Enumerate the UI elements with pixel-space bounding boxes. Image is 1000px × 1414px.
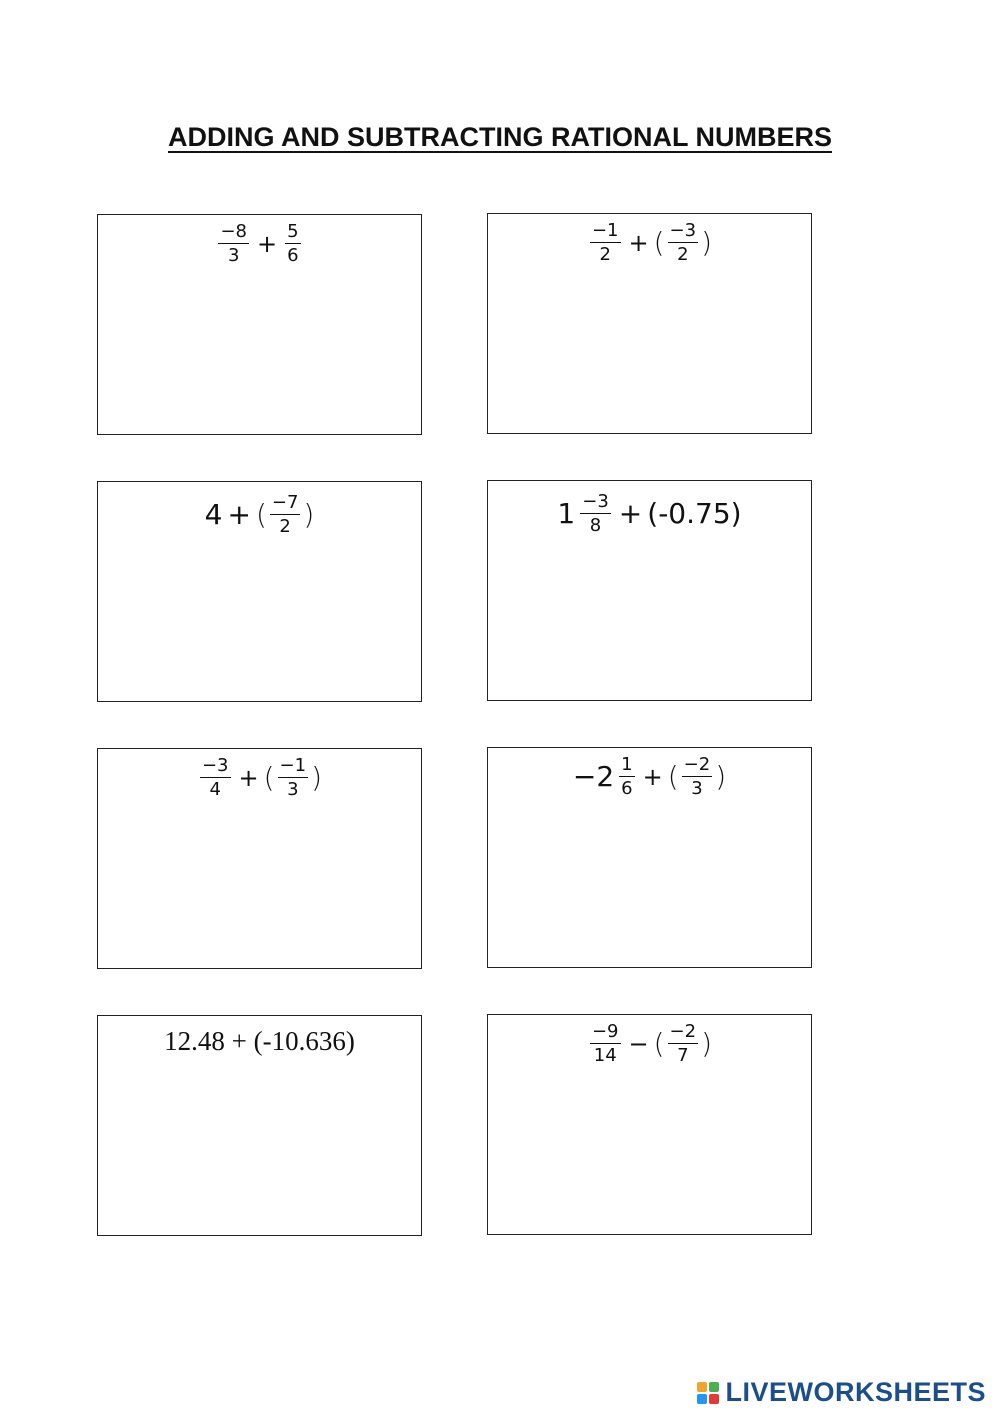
close-paren: ) [701,1027,713,1060]
problem-expression-1 [98,223,421,265]
operator: − [628,1030,649,1058]
fraction: $\frac{5}{6}$ [287,221,299,266]
close-paren: ) [715,760,727,793]
fraction: $\frac{-3}{8}$ [582,491,609,536]
operator: + [618,497,643,530]
problem-expression-4 [488,493,811,535]
decimal-term: (-0.75) [647,497,742,530]
problem-box-3[interactable] [97,481,422,702]
worksheet-title: ADDING AND SUBTRACTING RATIONAL NUMBERS [168,122,832,152]
whole-number: −2 [572,760,615,793]
brand-name: LIVEWORKSHEETS [725,1377,986,1407]
problem-box-2[interactable] [487,213,812,434]
operator: + [628,229,649,257]
fraction: $\frac{-2}{7}$ [669,1021,697,1066]
open-paren: ( [667,760,679,793]
problem-box-4[interactable] [487,480,812,701]
brand-logo[interactable] [697,1377,986,1408]
lead-number: 4 [204,498,223,531]
problem-expression-2 [488,222,811,264]
fraction: $\frac{-2}{3}$ [683,754,711,799]
operator: + [238,764,259,792]
fraction: $\frac{-1}{2}$ [591,220,619,265]
operator: + [642,763,663,791]
problem-expression-6 [488,756,811,798]
problem-box-1[interactable] [97,214,422,435]
problem-expression-5 [98,757,421,799]
fraction: $\frac{-9}{14}$ [591,1021,619,1066]
fraction: $\frac{-3}{4}$ [201,755,229,800]
open-paren: ( [653,1027,665,1060]
fraction: $\frac{1}{6}$ [621,754,633,799]
problem-box-8[interactable] [487,1014,812,1235]
fraction: $\frac{-7}{2}$ [271,492,299,537]
problem-expression-7: 12.48 + (-10.636) [164,1026,355,1056]
fraction: $\frac{-1}{3}$ [279,755,307,800]
open-paren: ( [255,498,267,531]
brand-mark-icon [697,1382,719,1404]
fraction: $\frac{-3}{2}$ [669,220,697,265]
close-paren: ) [303,498,315,531]
problem-box-6[interactable] [487,747,812,968]
open-paren: ( [653,226,665,259]
problem-box-7[interactable] [97,1015,422,1236]
whole-number: 1 [557,497,576,530]
open-paren: ( [263,761,275,794]
fraction: $\frac{-8}{3}$ [220,221,247,266]
problem-box-5[interactable] [97,748,422,969]
operator: + [227,498,251,531]
close-paren: ) [701,226,713,259]
close-paren: ) [311,761,323,794]
problem-expression-3 [98,494,421,536]
problem-expression-8 [488,1023,811,1065]
operator: + [256,230,278,258]
